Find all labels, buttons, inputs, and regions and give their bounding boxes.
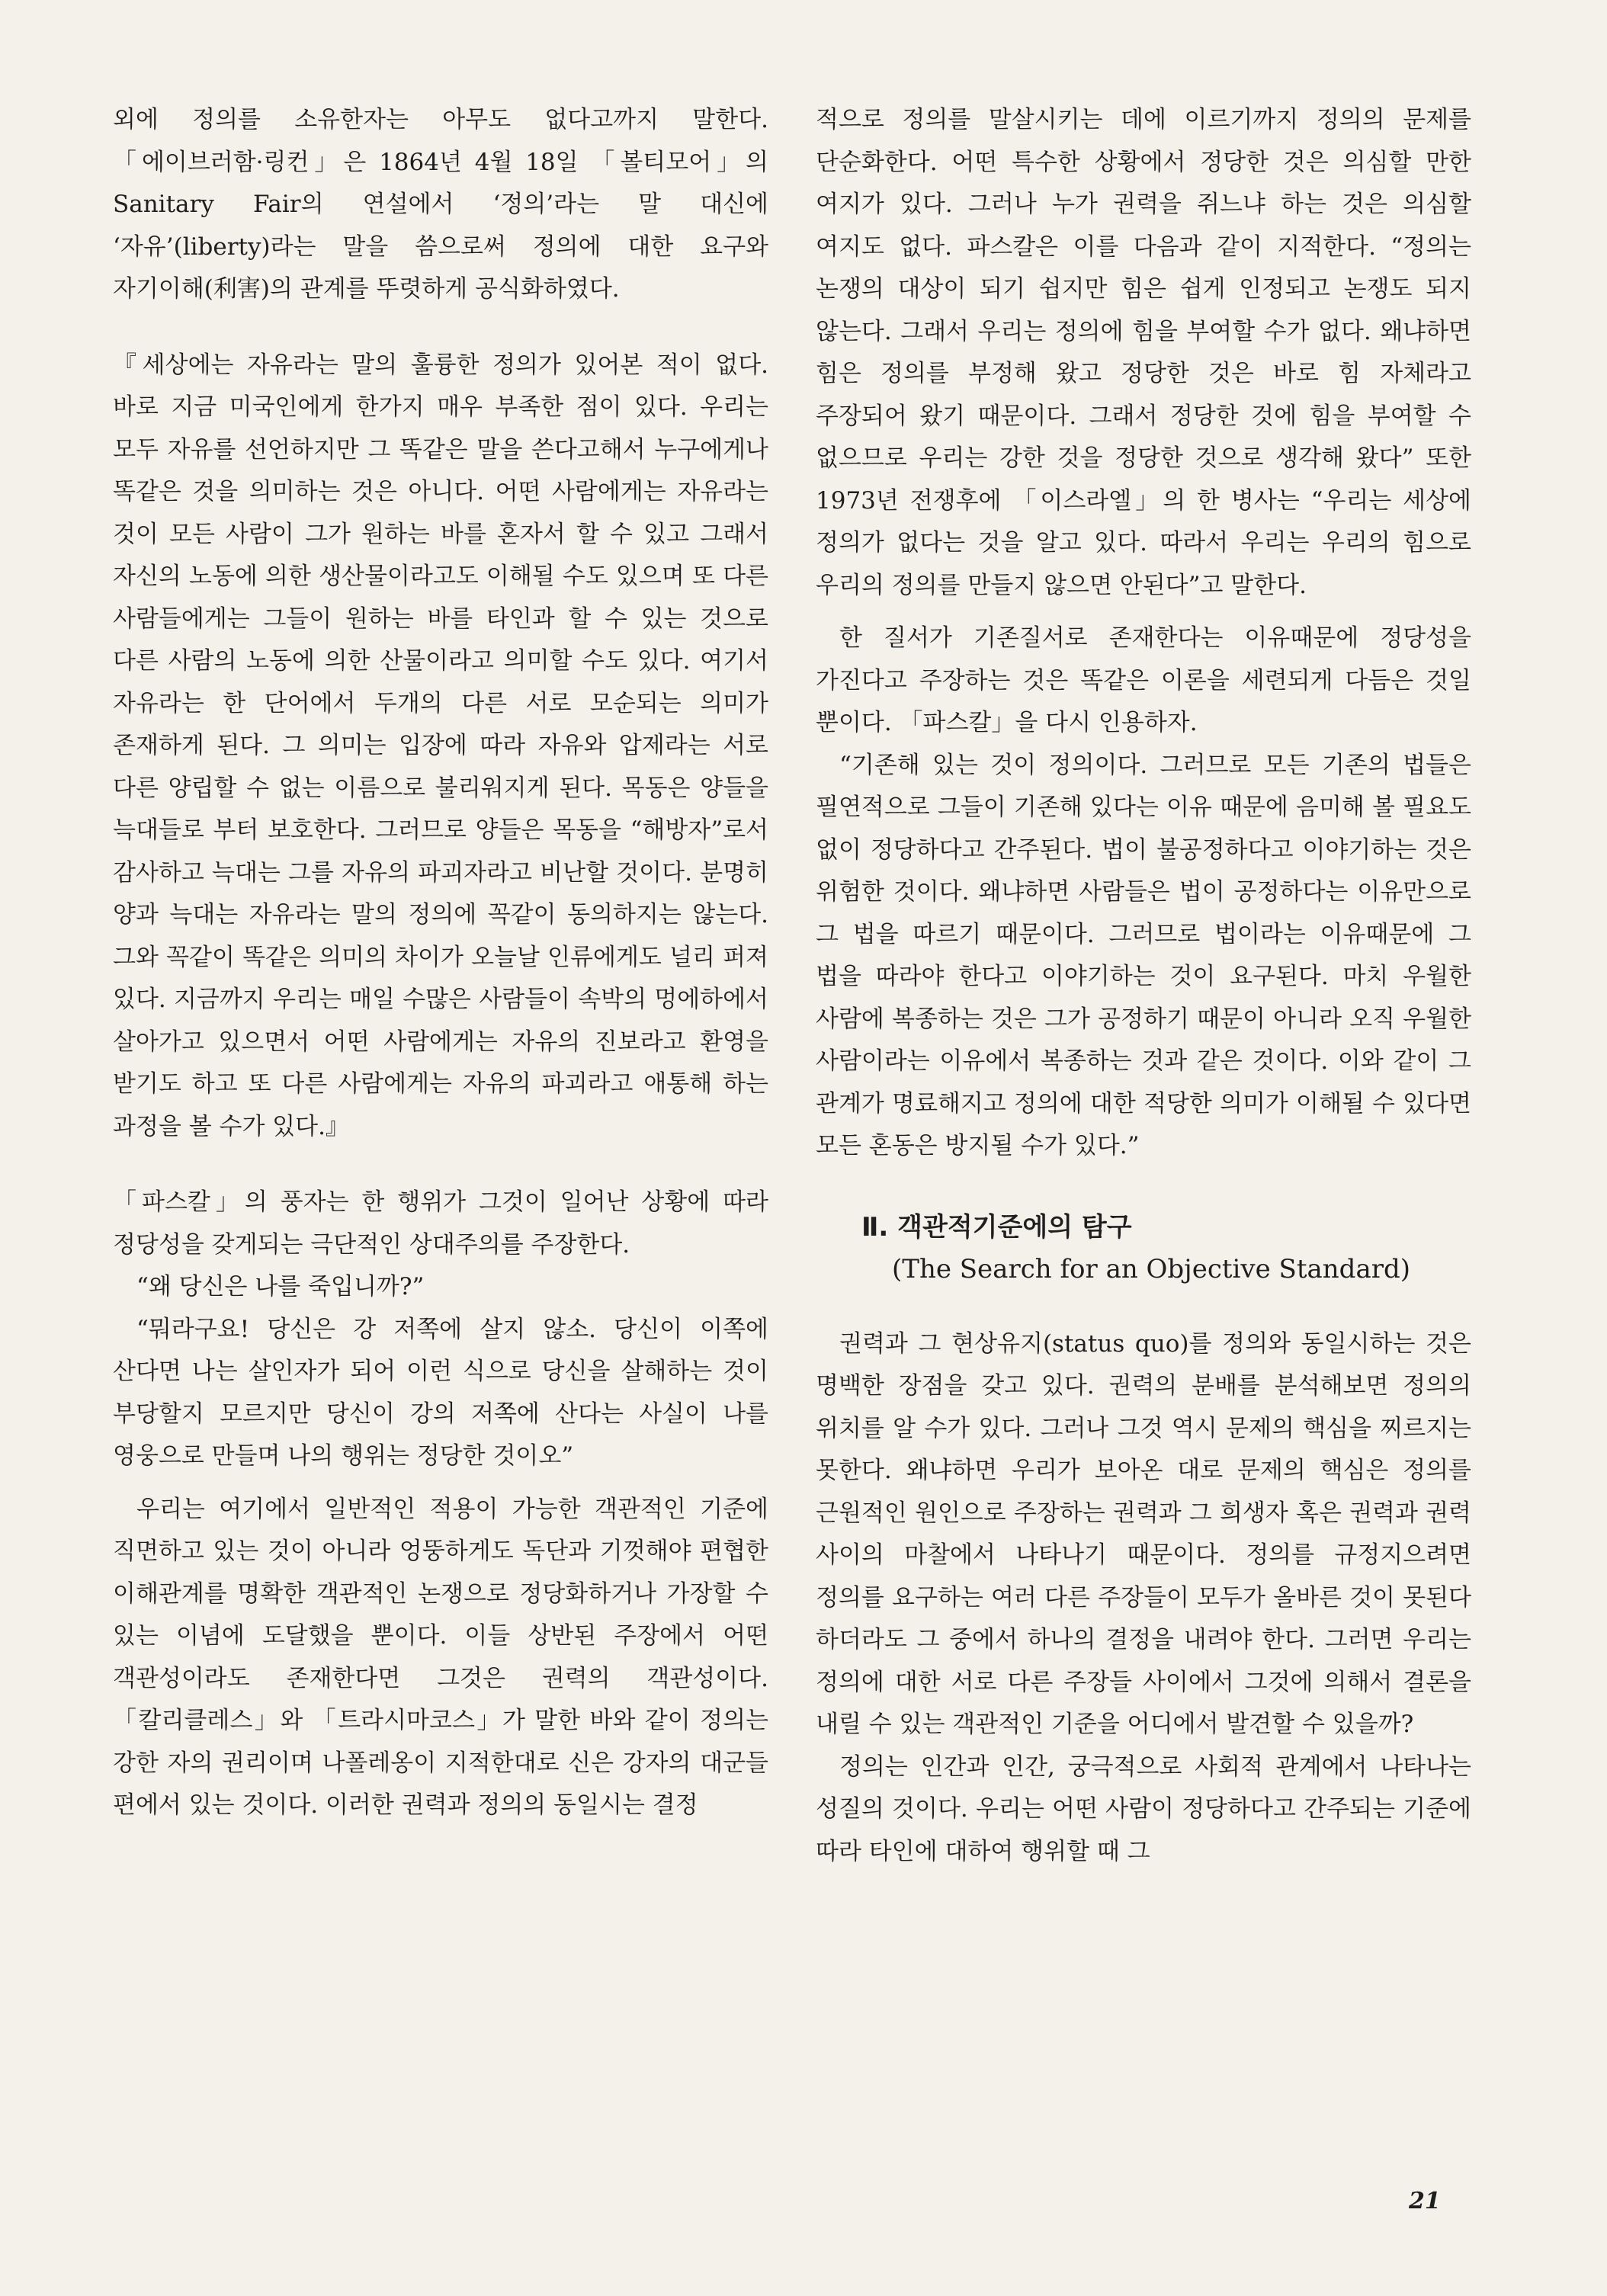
lincoln-quote: 『세상에는 자유라는 말의 훌륭한 정의가 있어본 적이 없다. 바로 지금 미국인에게 한가지 매우 부족한 점이 있다. 우리는 모두 자유를 선언하지만 그 똑같은 말을 쓴다고해서 누구에게나 똑같은 것을 의미하는 것은 아니다. 어떤 사람에게는 자유라는 것이 모든 사람이 그가 원하는 바를 혼자서 할 수 있고 그래서 자신의 노동에 의한 생산물이라고도 이해될 수도 있으며 또 다른 사람들에게는 그들이 원하는 바를 타인과 할 수 있는 것으로 다른 사람의 노동에 의한 산물이라고 의미할 수도 있다. 여기서 자유라는 한 단어에서 두개의 다른 서로 모순되는 의미가 존재하게 된다. 그 의미는 입장에 따라 자유와 압제라는 서로 다른 양립할 수 없는 이름으로 불리워지게 된다. 목동은 양들을 늑대들로 부터 보호한다. 그러므로 양들은 목동을 “해방자”로서 감사하고 늑대는 그를 자유의 파괴자라고 비난할 것이다. 분명히 양과 늑대는 자유라는 말의 정의에 꼭같이 동의하지는 않는다. 그와 꼭같이 똑같은 의미의 차이가 오늘날 인류에게도 널리 퍼져 있다. 지금까지 우리는 매일 수많은 사람들이 속박의 멍에하에서 살아가고 있으면서 어떤 사람에게는 자유의 진보라고 환영을 받기도 하고 또 다른 사람에게는 자유의 파괴라고 애통해 하는 과정을 볼 수가 있다.』	[113, 351, 768, 1140]
section-title: Ⅱ. 객관적기준에의 탐구	[861, 1211, 1132, 1243]
left-paragraph-2: 「파스칼」의 풍자는 한 행위가 그것이 일어난 상황에 따라 정당성을 갖게되는 극단적인 상대주의를 주장한다.	[113, 1188, 768, 1259]
section-subtitle: (The Search for an Objective Standard)	[892, 1253, 1410, 1284]
page-number: 21	[1409, 2188, 1441, 2214]
left-paragraph-3: 우리는 여기에서 일반적인 적용이 가능한 객관적인 기준에 직면하고 있는 것이 아니라 엉뚱하게도 독단과 기껏해야 편협한 이해관계를 명확한 객관적인 논쟁으로 정당화하거나 가장할 수 있는 이념에 도달했을 뿐이다. 이들 상반된 주장에서 어떤 객관성이라도 존재한다면 그것은 권력의 객관성이다. 「칼리클레스」와 「트라시마코스」가 말한 바와 같이 정의는 강한 자의 권리이며 나폴레옹이 지적한대로 신은 강자의 대군들 편에서 있는 것이다. 이러한 권력과 정의의 동일시는 결정	[113, 1495, 768, 1819]
right-paragraph-4: 권력과 그 현상유지(status quo)를 정의와 동일시하는 것은 명백한 장점을 갖고 있다. 권력의 분배를 분석해보면 정의의 위치를 알 수가 있다. 그러나 그것 역시 문제의 핵심을 찌르지는 못한다. 왜냐하면 우리가 보아온 대로 문제의 핵심은 정의를 근원적인 원인으로 주장하는 권력과 그 희생자 혹은 권력과 권력 사이의 마찰에서 나타나기 때문이다. 정의를 규정지으려면 정의를 요구하는 여러 다른 주장들이 모두가 올바른 것이 못된다 하더라도 그 중에서 하나의 결정을 내려야 한다. 그러면 우리는 정의에 대한 서로 다른 주장들 사이에서 그것에 의해서 결론을 내릴 수 있는 객관적인 기준을 어디에서 발견할 수 있을까?	[816, 1329, 1471, 1738]
right-paragraph-2: 한 질서가 기존질서로 존재한다는 이유때문에 정당성을 가진다고 주장하는 것은 똑같은 이론을 세련되게 다듬은 것일 뿐이다. 「파스칼」을 다시 인용하자.	[816, 624, 1471, 736]
right-paragraph-5: 정의는 인간과 인간, 궁극적으로 사회적 관계에서 나타나는 성질의 것이다. 우리는 어떤 사람이 정당하다고 간주되는 기준에 따라 타인에 대하여 행위할 때 그	[816, 1752, 1471, 1865]
section-heading	[816, 1206, 1471, 1290]
right-column	[816, 99, 1471, 1873]
dialogue-answer: “뭐라구요! 당신은 강 저쪽에 살지 않소. 당신이 이쪽에 산다면 나는 살인자가 되어 이런 식으로 당신을 살해하는 것이 부당할지 모르지만 당신이 강의 저쪽에 산다는 사실이 나를 영웅으로 만들며 나의 행위는 정당한 것이오”	[113, 1315, 768, 1470]
left-column	[113, 99, 768, 1827]
left-paragraph-1: 외에 정의를 소유한자는 아무도 없다고까지 말한다. 「에이브러함·링컨」은 1864년 4월 18일 「볼티모어」의 Sanitary Fair의 연설에서 ‘정의’라는 말 대신에 ‘자유’(liberty)라는 말을 씀으로써 정의에 대한 요구와 자기이해(利害)의 관계를 뚜렷하게 공식화하였다.	[113, 106, 768, 303]
pascal-quote: “기존해 있는 것이 정의이다. 그러므로 모든 기존의 법들은 필연적으로 그들이 기존해 있다는 이유 때문에 음미해 볼 필요도 없이 정당하다고 간주된다. 법이 불공정하다고 이야기하는 것은 위험한 것이다. 왜냐하면 사람들은 법이 공정하다는 이유만으로 그 법을 따르기 때문이다. 그러므로 법이라는 이유때문에 그 법을 따라야 한다고 이야기하는 것이 요구된다. 마치 우월한 사람에 복종하는 것은 그가 공정하기 때문이 아니라 오직 우월한 사람이라는 이유에서 복종하는 것과 같은 것이다. 이와 같이 그 관계가 명료해지고 정의에 대한 적당한 의미가 이해될 수 있다면 모든 혼동은 방지될 수가 있다.”	[816, 751, 1471, 1159]
dialogue-question: “왜 당신은 나를 죽입니까?”	[136, 1273, 425, 1300]
right-paragraph-1: 적으로 정의를 말살시키는 데에 이르기까지 정의의 문제를 단순화한다. 어떤 특수한 상황에서 정당한 것은 의심할 만한 여지가 있다. 그러나 누가 권력을 쥐느냐 하는 것은 의심할 여지도 없다. 파스칼은 이를 다음과 같이 지적한다. “정의는 논쟁의 대상이 되기 쉽지만 힘은 쉽게 인정되고 논쟁도 되지 않는다. 그래서 우리는 정의에 힘을 부여할 수가 없다. 왜냐하면 힘은 정의를 부정해 왔고 정당한 것은 바로 힘 자체라고 주장되어 왔기 때문이다. 그래서 정당한 것에 힘을 부여할 수 없으므로 우리는 강한 것을 정당한 것으로 생각해 왔다” 또한 1973년 전쟁후에 「이스라엘」의 한 병사는 “우리는 세상에 정의가 없다는 것을 알고 있다. 따라서 우리는 우리의 힘으로 우리의 정의를 만들지 않으면 안된다”고 말한다.	[816, 106, 1471, 599]
